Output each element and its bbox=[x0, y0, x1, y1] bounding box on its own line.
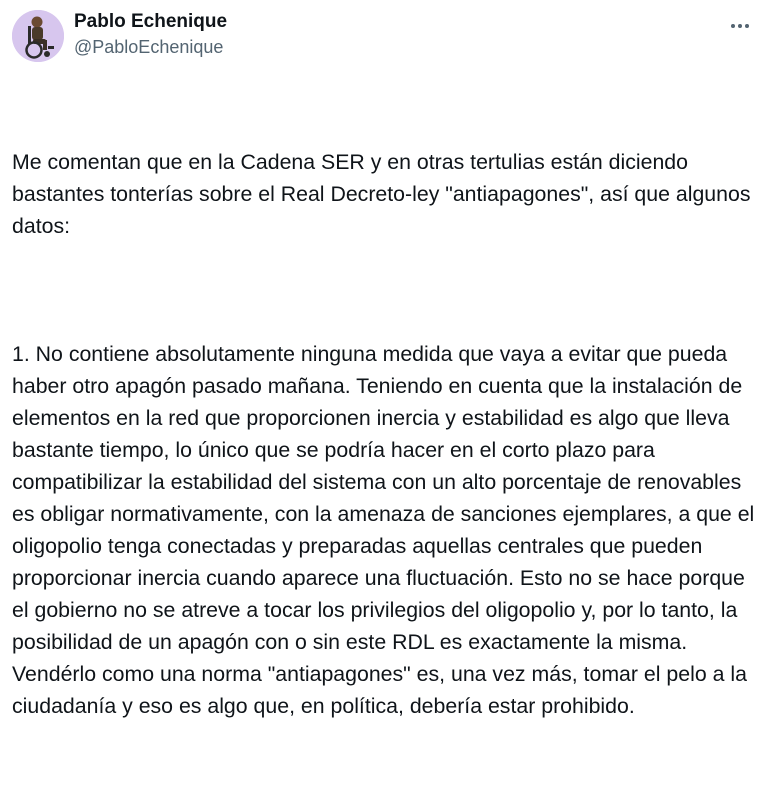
more-options-icon[interactable] bbox=[726, 12, 754, 40]
author-display-name[interactable]: Pablo Echenique bbox=[74, 11, 228, 32]
author-block bbox=[74, 11, 227, 59]
tweet-header bbox=[12, 10, 756, 62]
author-handle[interactable]: @PabloEchenique bbox=[74, 37, 224, 57]
tweet-paragraph-point-1: 1. No contiene absolutamente ninguna medida que vaya a evitar que pueda haber otro apagón pasado mañana. Teniendo en cuenta que la instalación de elementos en la red que proporcionen inercia y estabilidad es algo que lleva bastante tiempo, lo único que se podría hacer en el corto plazo para compatibilizar la estabilidad del sistema con un alto porcentaje de renovables es obligar normativamente, con la amenaza de sanciones ejemplares, a que el oligopolio tenga conectadas y preparadas aquellas centrales que pueden proporcionar inercia cuando aparece una fluctuación. Esto no se hace porque el gobierno no se atreve a tocar los privilegios del oligopolio y, por lo tanto, la posibilidad de un apagón con o sin este RDL es exactamente la misma. Vendérlo como una norma "antiapagones" es, una vez más, tomar el pelo a la ciudadanía y eso es algo que, en política, debería estar prohibido. bbox=[12, 342, 761, 718]
tweet-paragraph-intro: Me comentan que en la Cadena SER y en otras tertulias están diciendo bastantes tonterías sobre el Real Decreto-ley "antiapagones", así que algunos datos: bbox=[12, 150, 757, 238]
tweet-text bbox=[12, 82, 764, 786]
profile-avatar-icon[interactable] bbox=[12, 10, 64, 62]
